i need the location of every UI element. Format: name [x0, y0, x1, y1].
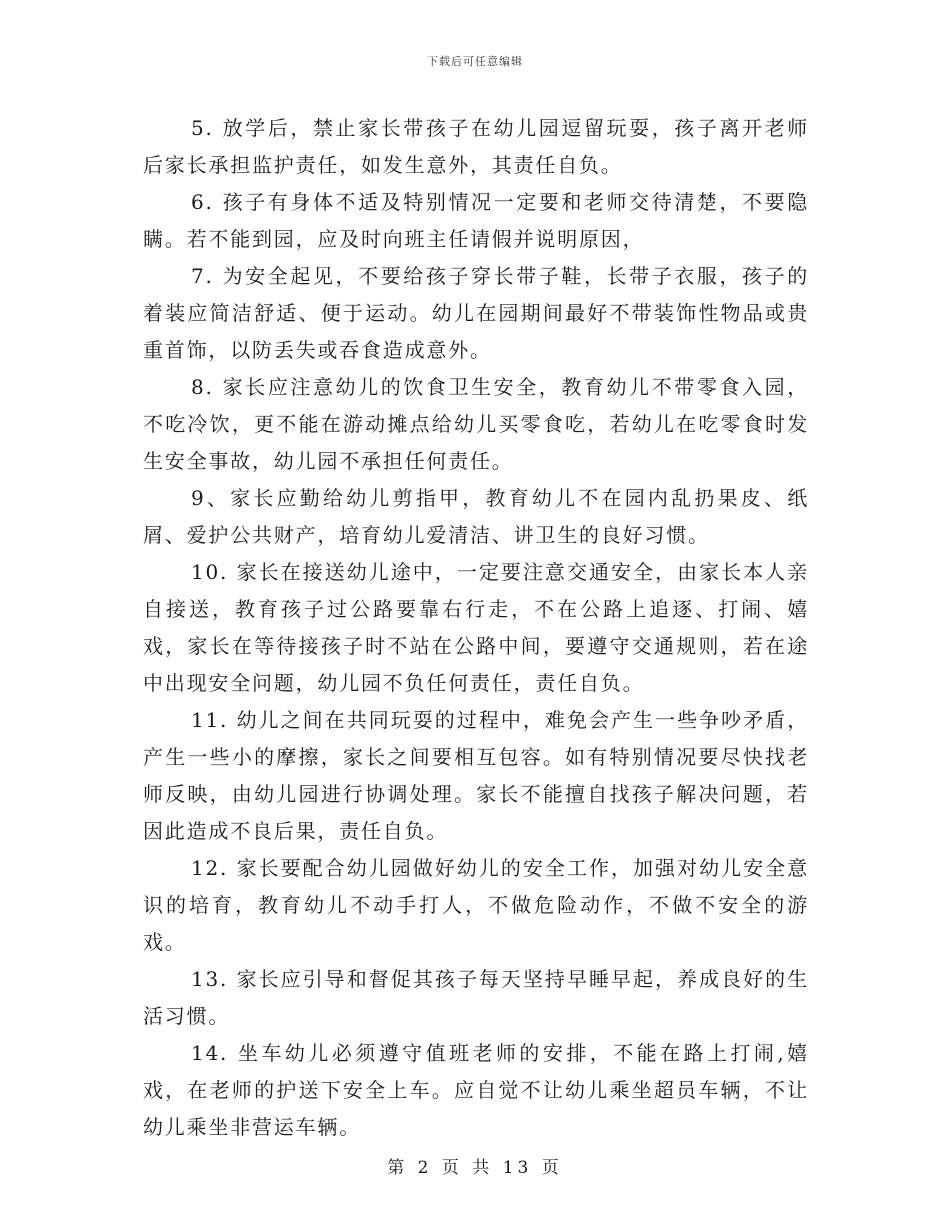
paragraph-9: 9、家长应勤给幼儿剪指甲，教育幼儿不在园内乱扔果皮、纸屑、爱护公共财产，培育幼儿爱清洁、讲卫生的良好习惯。	[143, 486, 809, 547]
paragraph-11: 11. 幼儿之间在共同玩耍的过程中，难免会产生一些争吵矛盾，产生一些小的摩擦，家长之间要相互包容。如有特别情况要尽快找老师反映，由幼儿园进行协调处理。家长不能擅自找孩子解决问题，若因此造成不良后果，责任自负。	[143, 708, 809, 843]
paragraph-5: 5. 放学后，禁止家长带孩子在幼儿园逗留玩耍，孩子离开老师后家长承担监护责任，如发生意外，其责任自负。	[143, 116, 809, 177]
paragraph-12: 12. 家长要配合幼儿园做好幼儿的安全工作，加强对幼儿安全意识的培育，教育幼儿不动手打人，不做危险动作，不做不安全的游戏。	[143, 856, 809, 954]
paragraph-10: 10. 家长在接送幼儿途中，一定要注意交通安全，由家长本人亲自接送，教育孩子过公路要靠右行走，不在公路上追逐、打闹、嬉戏，家长在等待接孩子时不站在公路中间，要遵守交通规则，若在途中出现安全问题，幼儿园不负任何责任，责任自负。	[143, 560, 809, 695]
page-number-footer: 第 2 页 共 13 页	[387, 1158, 563, 1178]
paragraph-8: 8. 家长应注意幼儿的饮食卫生安全，教育幼儿不带零食入园，不吃冷饮，更不能在游动摊点给幼儿买零食吃，若幼儿在吃零食时发生安全事故，幼儿园不承担任何责任。	[143, 375, 809, 473]
paragraph-14: 14. 坐车幼儿必须遵守值班老师的安排，不能在路上打闹,嬉戏，在老师的护送下安全上车。应自觉不让幼儿乘坐超员车辆，不让幼儿乘坐非营运车辆。	[143, 1041, 809, 1139]
paragraph-6: 6. 孩子有身体不适及特别情况一定要和老师交待清楚，不要隐瞒。若不能到园，应及时向班主任请假并说明原因，	[143, 190, 809, 251]
document-body	[143, 110, 809, 1146]
paragraph-7: 7. 为安全起见，不要给孩子穿长带子鞋，长带子衣服，孩子的着装应简洁舒适、便于运动。幼儿在园期间最好不带装饰性物品或贵重首饰，以防丢失或吞食造成意外。	[143, 264, 809, 362]
page-header: 下载后可任意编辑	[427, 55, 523, 68]
paragraph-13: 13. 家长应引导和督促其孩子每天坚持早睡早起，养成良好的生活习惯。	[143, 967, 809, 1028]
